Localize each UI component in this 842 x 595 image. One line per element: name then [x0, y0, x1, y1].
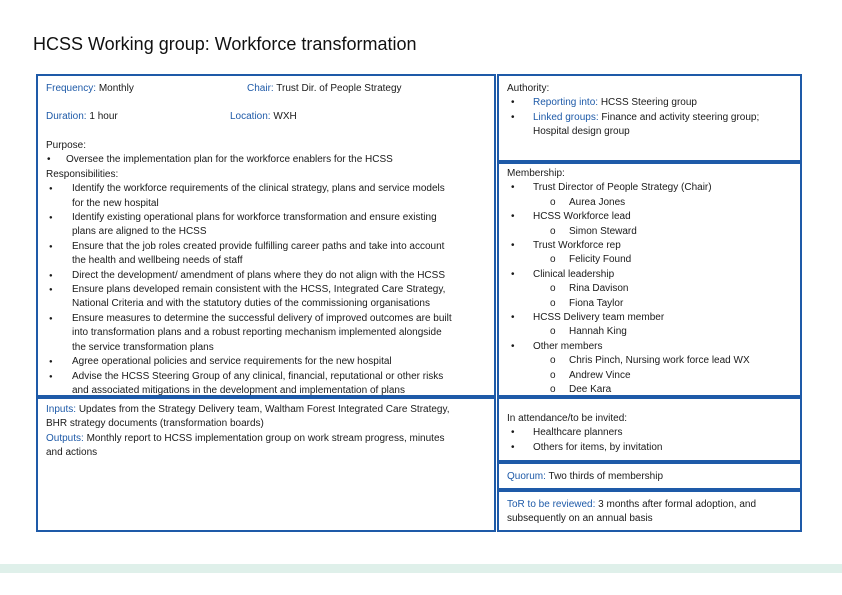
member-role: • Trust Workforce rep	[507, 239, 750, 253]
responsibilities-list	[46, 182, 491, 398]
responsibility-item: ● Advise the HCSS Steering Group of any clinical, financial, reputational or other risks and associated mitigations in the development and implementation of plans	[46, 370, 491, 399]
duration: Duration: 1 hour	[46, 111, 118, 122]
member-role: • HCSS Delivery team member	[507, 311, 750, 325]
inputs: Inputs: Updates from the Strategy Delivery team, Waltham Forest Integrated Care Strategy, BHR strategy documents (transformation boards)	[46, 404, 450, 430]
responsibility-item: ● Ensure measures to determine the successful delivery of improved outcomes are built into transformation plans and a robust reporting mechanism implemented alongside the service transformation plans	[46, 312, 491, 355]
responsibility-item: ● Direct the development/ amendment of plans where they do not align with the HCSS	[46, 269, 491, 283]
member-name: o Fiona Taylor	[507, 297, 750, 311]
authority-box	[497, 74, 802, 162]
member-name: o Felicity Found	[507, 253, 750, 267]
quorum-box	[497, 462, 802, 490]
page-title: HCSS Working group: Workforce transformation	[33, 34, 417, 54]
member-name: o Simon Steward	[507, 225, 750, 239]
responsibility-item: ● Identify the workforce requirements of the clinical strategy, plans and service models for the new hospital	[46, 182, 491, 211]
tor-review: ToR to be reviewed: 3 months after formal adoption, and subsequently on an annual basis	[507, 499, 757, 525]
responsibility-item: ● Ensure plans developed remain consistent with the HCSS, Integrated Care Strategy, National Criteria and with the statutory duties of the commissioning organisations	[46, 283, 491, 312]
footer-bar	[0, 564, 842, 573]
purpose-section	[46, 139, 491, 398]
responsibility-item: ● Agree operational policies and service requirements for the new hospital	[46, 355, 491, 369]
responsibility-item: ● Ensure that the job roles created provide fulfilling career paths and take into account the health and wellbeing needs of staff	[46, 240, 491, 269]
member-role: • Trust Director of People Strategy (Chair)	[507, 181, 750, 195]
member-name: o Hannah King	[507, 325, 750, 339]
member-name: o Aurea Jones	[507, 196, 750, 210]
member-role: • Clinical leadership	[507, 268, 750, 282]
outputs: Outputs: Monthly report to HCSS implementation group on work stream progress, minutes and actions	[46, 433, 445, 459]
authority: Authority: • Reporting into: HCSS Steering group • Linked groups: Finance and activity steering group; Hospital design group	[507, 82, 759, 140]
location: Location: WXH	[230, 111, 297, 122]
member-name: o Chris Pinch, Nursing work force lead WX	[507, 354, 750, 368]
member-role: • Other members	[507, 340, 750, 354]
membership-box	[497, 162, 802, 397]
member-name: o Dee Kara	[507, 383, 750, 397]
terms-main-box	[36, 74, 496, 397]
membership-list	[507, 181, 750, 397]
attendance: In attendance/to be invited: • Healthcare planners • Others for items, by invitation	[507, 412, 663, 455]
purpose-item: • Oversee the implementation plan for the workforce enablers for the HCSS	[47, 154, 393, 166]
responsibility-item: ● Identify existing operational plans for workforce transformation and ensure existing plans are aligned to the HCSS	[46, 211, 491, 240]
member-name: o Rina Davison	[507, 282, 750, 296]
purpose-heading: Purpose:	[46, 140, 87, 151]
membership: Membership: • Trust Director of People Strategy (Chair) o Aurea Jones • HCSS Workforce lead o Simon Steward • Trust Workforce rep o Felicity Found • Clinical leadership o Rina Davison o Fiona Taylor • HCSS Delivery team member o Hannah King • Other members o Chris Pinch, Nursing work force lead WX o Andrew Vince o Dee Kara	[507, 167, 750, 398]
chair: Chair: Trust Dir. of People Strategy	[247, 83, 402, 94]
quorum: Quorum: Two thirds of membership	[507, 471, 664, 482]
responsibilities-heading: Responsibilities:	[46, 168, 119, 180]
tor-box	[497, 490, 802, 532]
member-name: o Andrew Vince	[507, 369, 750, 383]
attendance-box	[497, 397, 802, 462]
inputs-outputs-box	[36, 397, 496, 532]
frequency: Frequency: Monthly	[46, 83, 134, 94]
member-role: • HCSS Workforce lead	[507, 210, 750, 224]
